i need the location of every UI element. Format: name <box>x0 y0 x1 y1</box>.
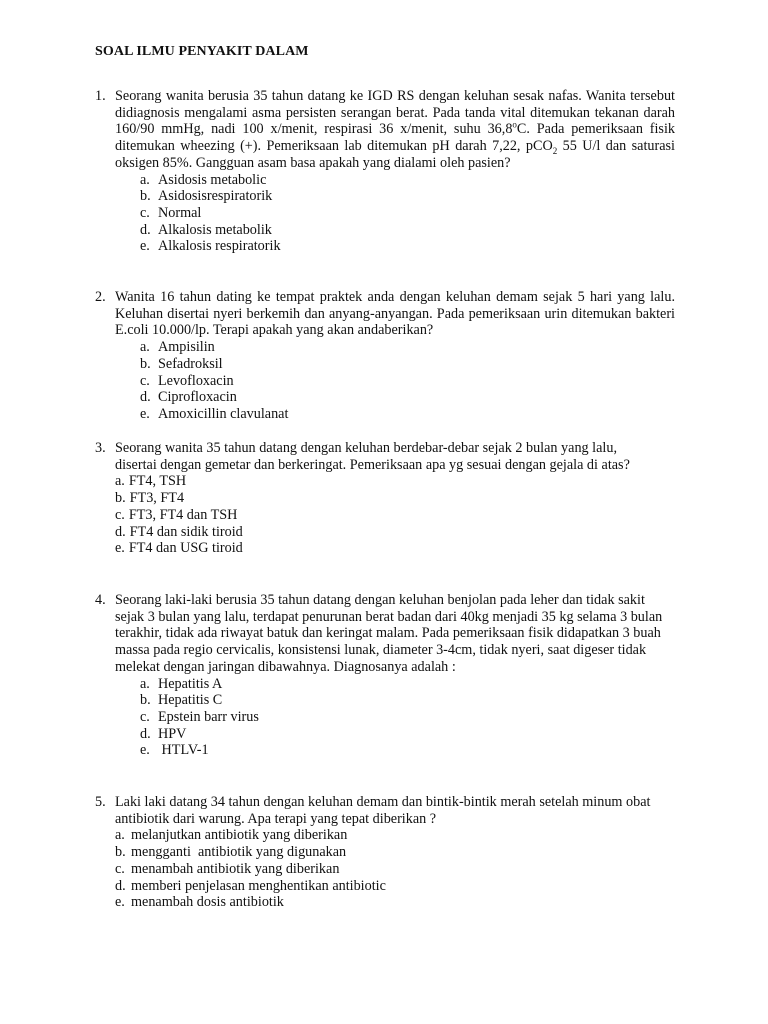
question-1 <box>95 88 675 255</box>
option-item: d. FT4 dan sidik tiroid <box>115 523 243 540</box>
option-item: e. menambah dosis antibiotik <box>115 894 284 911</box>
option-item: e. HTLV-1 <box>140 742 209 759</box>
option-item: d. Alkalosis metabolik <box>140 221 272 238</box>
option-item: d. Ciprofloxacin <box>140 389 237 406</box>
option-item: b. mengganti antibiotik yang digunakan <box>115 844 347 861</box>
question-text: Laki laki datang 34 tahun dengan keluhan demam dan bintik-bintik merah setelah minum obat antibiotik dari warung. Apa terapi yang tepat diberikan ? <box>115 794 651 827</box>
option-item: c. Levofloxacin <box>140 372 234 389</box>
option-item: d. memberi penjelasan menghentikan antibiotic <box>115 877 386 894</box>
question-number: 3. <box>95 440 106 456</box>
question-number: 1. <box>95 88 106 104</box>
question-4 <box>95 592 675 759</box>
option-item: a. Hepatitis A <box>140 675 223 692</box>
option-item: b. Asidosisrespiratorik <box>140 188 273 205</box>
option-item: b. FT3, FT4 <box>115 490 185 507</box>
option-list <box>115 473 675 557</box>
option-item: a. FT4, TSH <box>115 473 187 490</box>
question-number: 5. <box>95 794 106 810</box>
question-3 <box>95 440 675 557</box>
option-item: a. Asidosis metabolic <box>140 171 267 188</box>
option-item: e. Amoxicillin clavulanat <box>140 405 289 422</box>
question-number: 2. <box>95 289 106 305</box>
option-list <box>140 676 675 760</box>
question-text: Seorang wanita berusia 35 tahun datang ke IGD RS dengan keluhan sesak nafas. Wanita tersebut didiagnosis mengalami asma persisten serangan berat. Pada tanda vital ditemukan tekanan darah 160/90 mmHg, nadi 100 x/menit, respirasi 36 x/menit, suhu 36,8$^o$C. Pada pemeriksaan fisik ditemukan wheezing (+). Pemeriksaan lab ditemukan pH darah 7,22, pCO$_2$ 55 U/l dan saturasi oksigen 85%. Gangguan asam basa apakah yang dialami oleh pasien? <box>115 88 675 171</box>
option-list <box>115 827 675 911</box>
option-item: b. Hepatitis C <box>140 692 223 709</box>
question-number: 4. <box>95 592 106 608</box>
question-text: Seorang laki-laki berusia 35 tahun datang dengan keluhan benjolan pada leher dan tidak sakit sejak 3 bulan yang lalu, terdapat penurunan berat badan dari 40kg menjadi 35 kg selama 3 bulan terakhir, tidak ada riwayat batuk dan keringat malam. Pada pemeriksaan fisik didapatkan 3 buah massa pada regio cervicalis, konsistensi lunak, diameter 3-4cm, tidak nyeri, saat digeser tidak melekat dengan jaringan dibawahnya. Diagnosanya adalah : <box>115 592 663 675</box>
option-item: c. Normal <box>140 204 202 221</box>
option-item: c. menambah antibiotik yang diberikan <box>115 860 340 877</box>
option-item: a. melanjutkan antibiotik yang diberikan <box>115 827 348 844</box>
option-item: c. FT3, FT4 dan TSH <box>115 506 238 523</box>
option-item: a. Ampisilin <box>140 339 215 356</box>
option-item: b. Sefadroksil <box>140 355 223 372</box>
option-item: c. Epstein barr virus <box>140 708 259 725</box>
question-text: Wanita 16 tahun dating ke tempat praktek anda dengan keluhan demam sejak 5 hari yang lalu. Keluhan disertai nyeri berkemih dan anyang-anyangan. Pada pemeriksaan urin ditemukan bakteri E.coli 10.000/lp. Terapi apakah yang akan andaberikan? <box>115 289 675 339</box>
page-title: SOAL ILMU PENYAKIT DALAM <box>95 44 309 59</box>
option-item: e. Alkalosis respiratorik <box>140 238 281 255</box>
question-text: Seorang wanita 35 tahun datang dengan keluhan berdebar-debar sejak 2 bulan yang lalu, disertai dengan gemetar dan berkeringat. Pemeriksaan apa yg sesuai dengan gejala di atas? <box>115 440 630 473</box>
question-2 <box>95 289 675 423</box>
question-5 <box>95 794 675 911</box>
option-item: e. FT4 dan USG tiroid <box>115 540 243 557</box>
option-list <box>140 172 675 256</box>
option-item: d. HPV <box>140 725 187 742</box>
option-list <box>140 339 675 423</box>
